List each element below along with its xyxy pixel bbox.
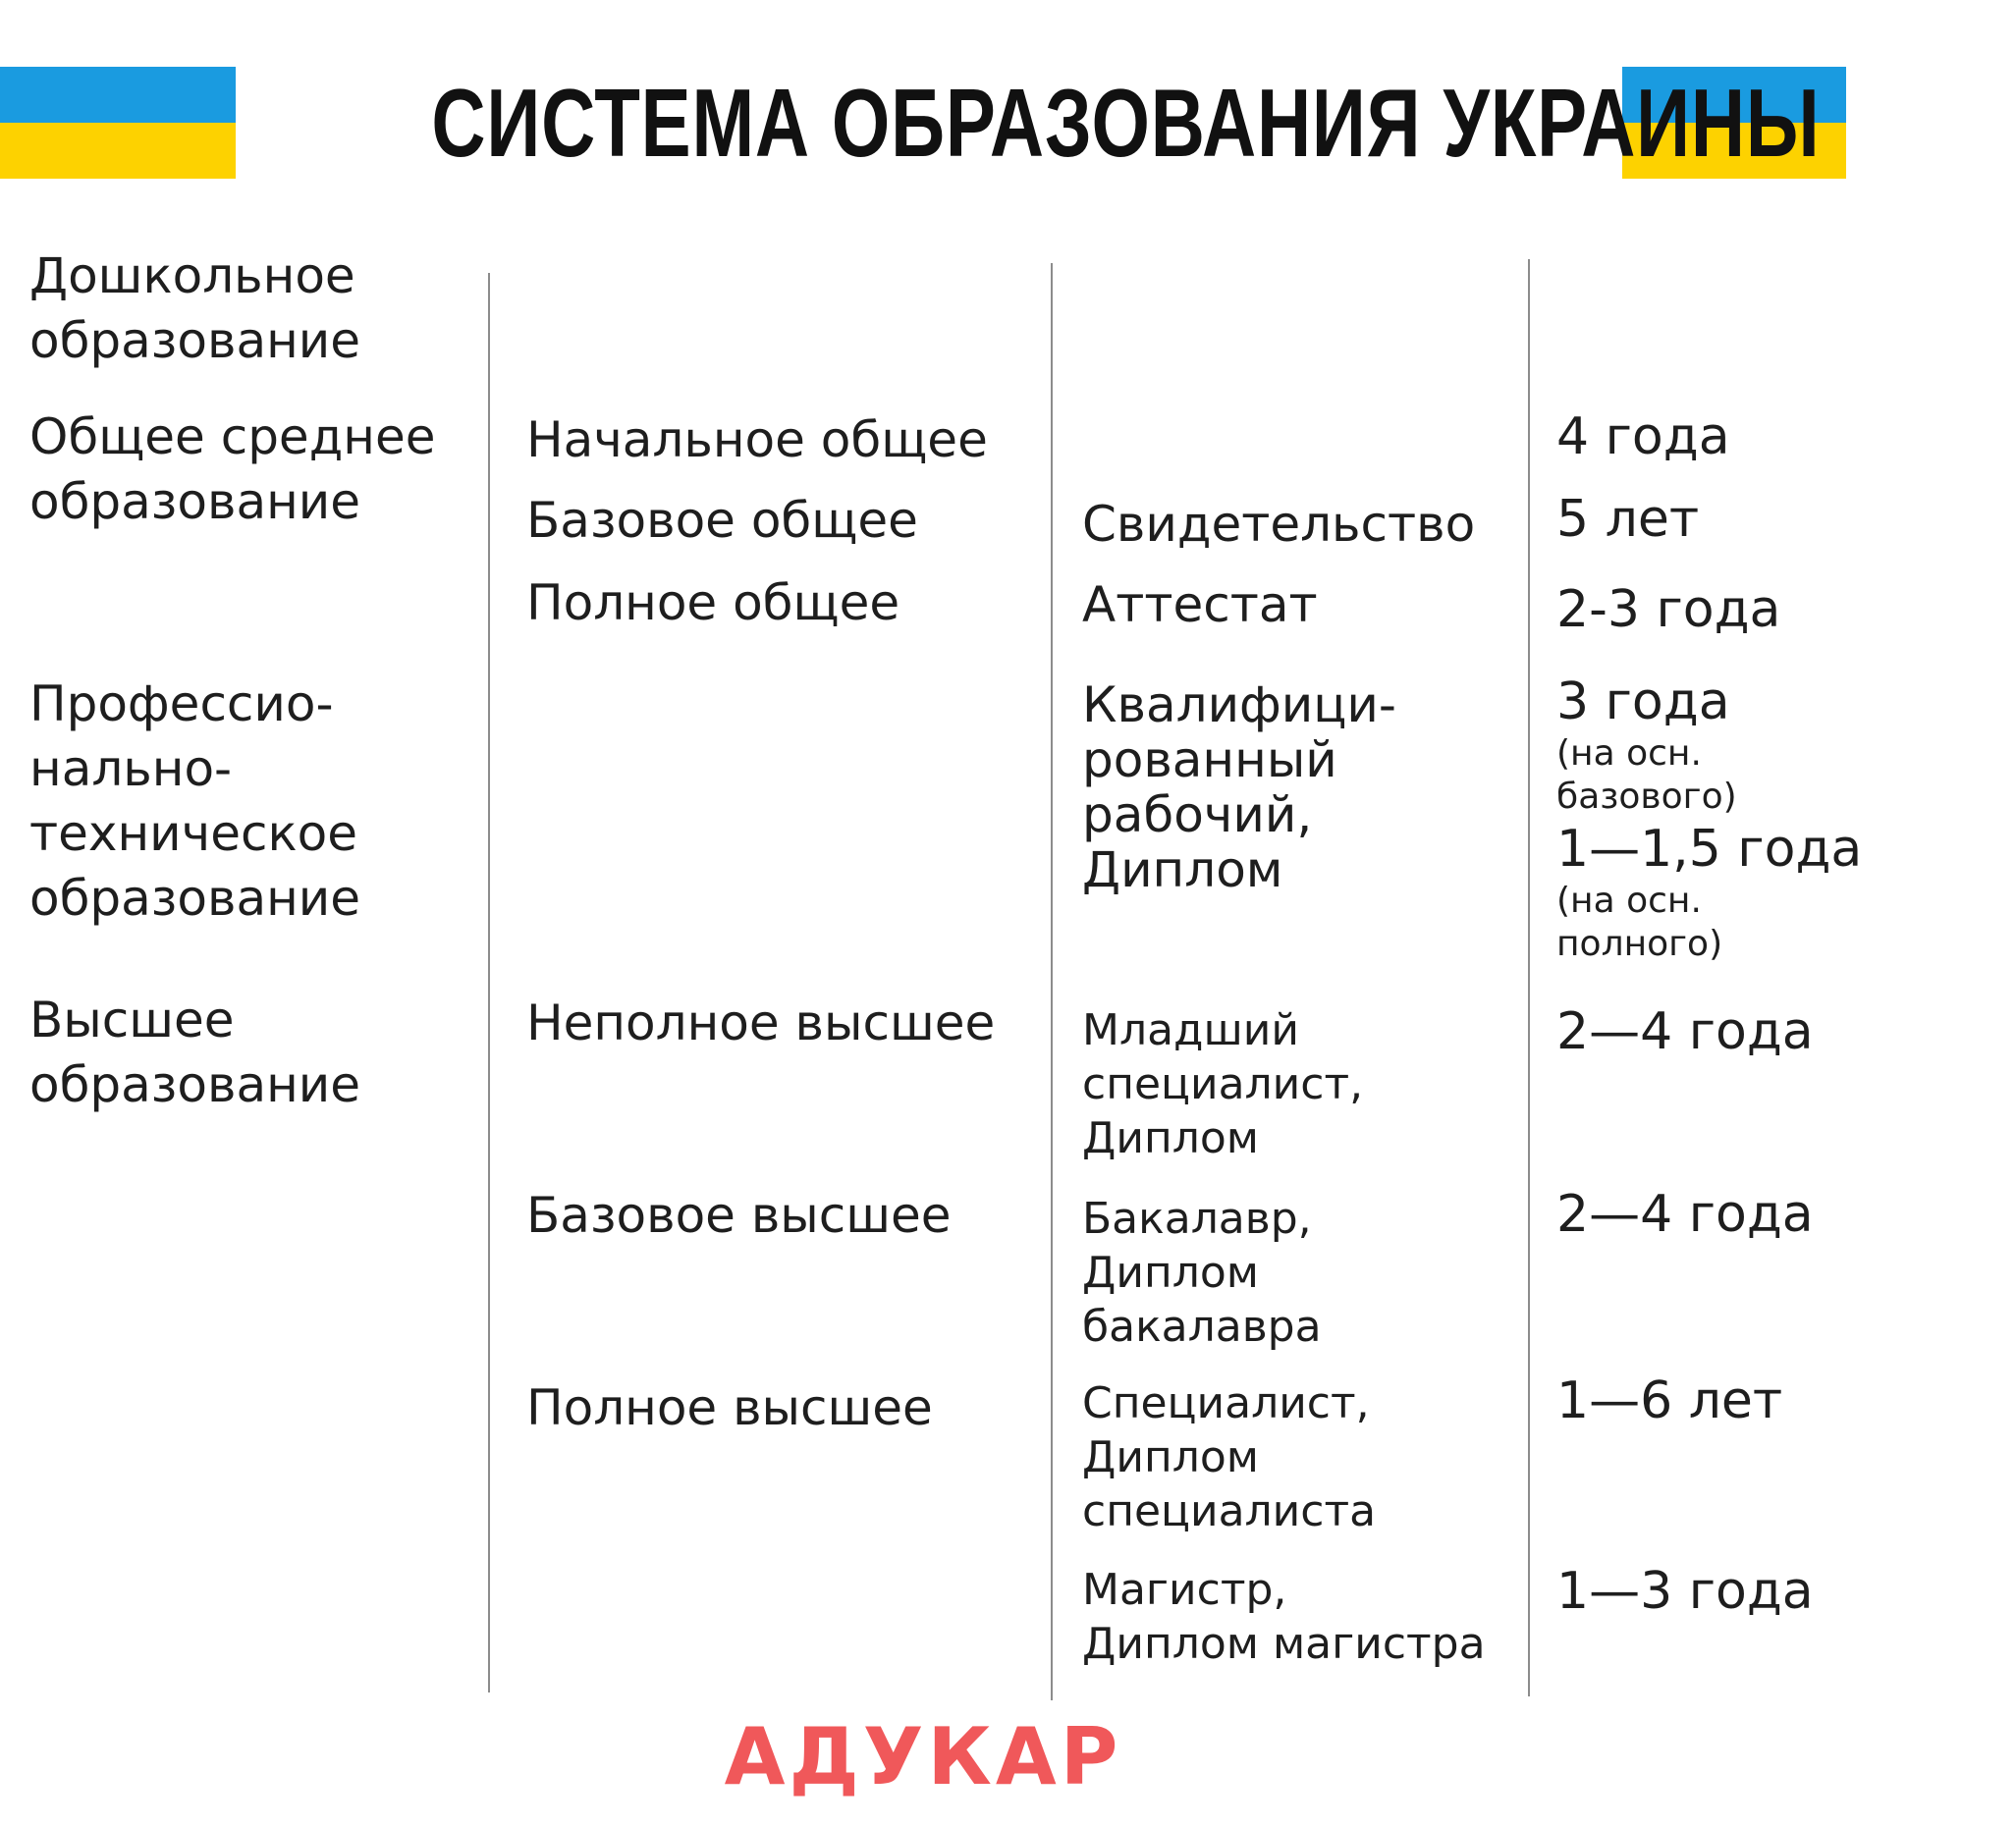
column-divider-3: [1528, 259, 1530, 1696]
stage-full-higher: Полное высшее: [526, 1379, 933, 1436]
qual-junior-specialist-line: Диплом: [1082, 1113, 1259, 1163]
duration-primary: 4 года: [1556, 407, 1730, 466]
duration-note-line: базового): [1556, 777, 1737, 817]
flag-blue-stripe: [0, 67, 236, 123]
duration-vocational-1-note: [1556, 732, 1737, 819]
duration-junior-specialist: 2—4 года: [1556, 1002, 1814, 1061]
level-higher: [29, 988, 360, 1117]
level-vocational: [29, 671, 360, 931]
level-preschool-line: Дошкольное: [29, 247, 355, 304]
level-higher-line: образование: [29, 1056, 361, 1113]
duration-basic: 5 лет: [1556, 490, 1700, 549]
qual-junior-specialist-line: специалист,: [1082, 1059, 1364, 1109]
level-vocational-line: Професcио-: [29, 675, 334, 732]
adukar-logo: АДУКАР: [724, 1711, 1122, 1802]
level-higher-line: Высшее: [29, 992, 235, 1048]
qual-junior-specialist-line: Младший: [1082, 1005, 1299, 1055]
duration-vocational-2: 1—1,5 года: [1556, 820, 1863, 879]
stage-basic-higher: Базовое высшее: [526, 1187, 952, 1244]
qual-skilled-worker-line: рабочий,: [1082, 786, 1313, 843]
column-divider-2: [1051, 263, 1053, 1700]
qual-junior-specialist: [1082, 1003, 1363, 1165]
duration-note-line: (на осн.: [1556, 881, 1702, 921]
qual-skilled-worker-line: Диплом: [1082, 841, 1283, 898]
level-general-secondary-line: Общее среднее: [29, 408, 436, 465]
stage-incomplete-higher: Неполное высшее: [526, 994, 996, 1051]
column-divider-1: [488, 273, 490, 1692]
level-vocational-line: образование: [29, 870, 361, 927]
flag-yellow-stripe: [0, 123, 236, 179]
qual-master-line: Магистр,: [1082, 1565, 1287, 1615]
duration-master: 1—3 года: [1556, 1562, 1814, 1621]
duration-vocational-1: 3 года: [1556, 672, 1730, 731]
qual-master: [1082, 1563, 1486, 1671]
duration-bachelor: 2—4 года: [1556, 1185, 1814, 1244]
qual-master-line: Диплом магистра: [1082, 1619, 1486, 1669]
qual-bachelor-line: бакалавра: [1082, 1302, 1322, 1352]
level-vocational-line: нально-: [29, 740, 233, 797]
duration-specialist: 1—6 лет: [1556, 1371, 1783, 1430]
qual-bachelor: [1082, 1192, 1322, 1354]
qual-certificate: Свидетельство: [1082, 496, 1476, 553]
qual-specialist-line: Диплом: [1082, 1432, 1259, 1482]
qual-specialist-line: Специалист,: [1082, 1378, 1370, 1428]
duration-full: 2-3 года: [1556, 580, 1781, 639]
stage-full-general: Полное общее: [526, 574, 900, 631]
stage-primary-general: Начальное общее: [526, 411, 988, 468]
qual-skilled-worker-line: Квалифици-: [1082, 676, 1396, 733]
qual-attestat: Аттестат: [1082, 576, 1318, 633]
duration-vocational-2-note: [1556, 880, 1722, 966]
level-general-secondary: [29, 404, 435, 534]
stage-basic-general: Базовое общее: [526, 492, 918, 549]
qual-bachelor-line: Бакалавр,: [1082, 1194, 1312, 1244]
level-preschool-line: образование: [29, 312, 361, 369]
duration-note-line: полного): [1556, 924, 1723, 964]
duration-note-line: (на осн.: [1556, 733, 1702, 774]
qual-specialist: [1082, 1376, 1376, 1538]
qual-skilled-worker: [1082, 677, 1396, 897]
ukraine-flag-left: [0, 67, 236, 179]
level-general-secondary-line: образование: [29, 473, 361, 530]
qual-bachelor-line: Диплом: [1082, 1248, 1259, 1298]
qual-skilled-worker-line: рованный: [1082, 731, 1337, 788]
page-title: [236, 59, 1821, 187]
page-title-text: СИСТЕМА ОБРАЗОВАНИЯ УКРАИНЫ: [431, 69, 1821, 177]
level-vocational-line: техническое: [29, 805, 358, 862]
qual-specialist-line: специалиста: [1082, 1486, 1377, 1536]
level-preschool: [29, 243, 360, 373]
